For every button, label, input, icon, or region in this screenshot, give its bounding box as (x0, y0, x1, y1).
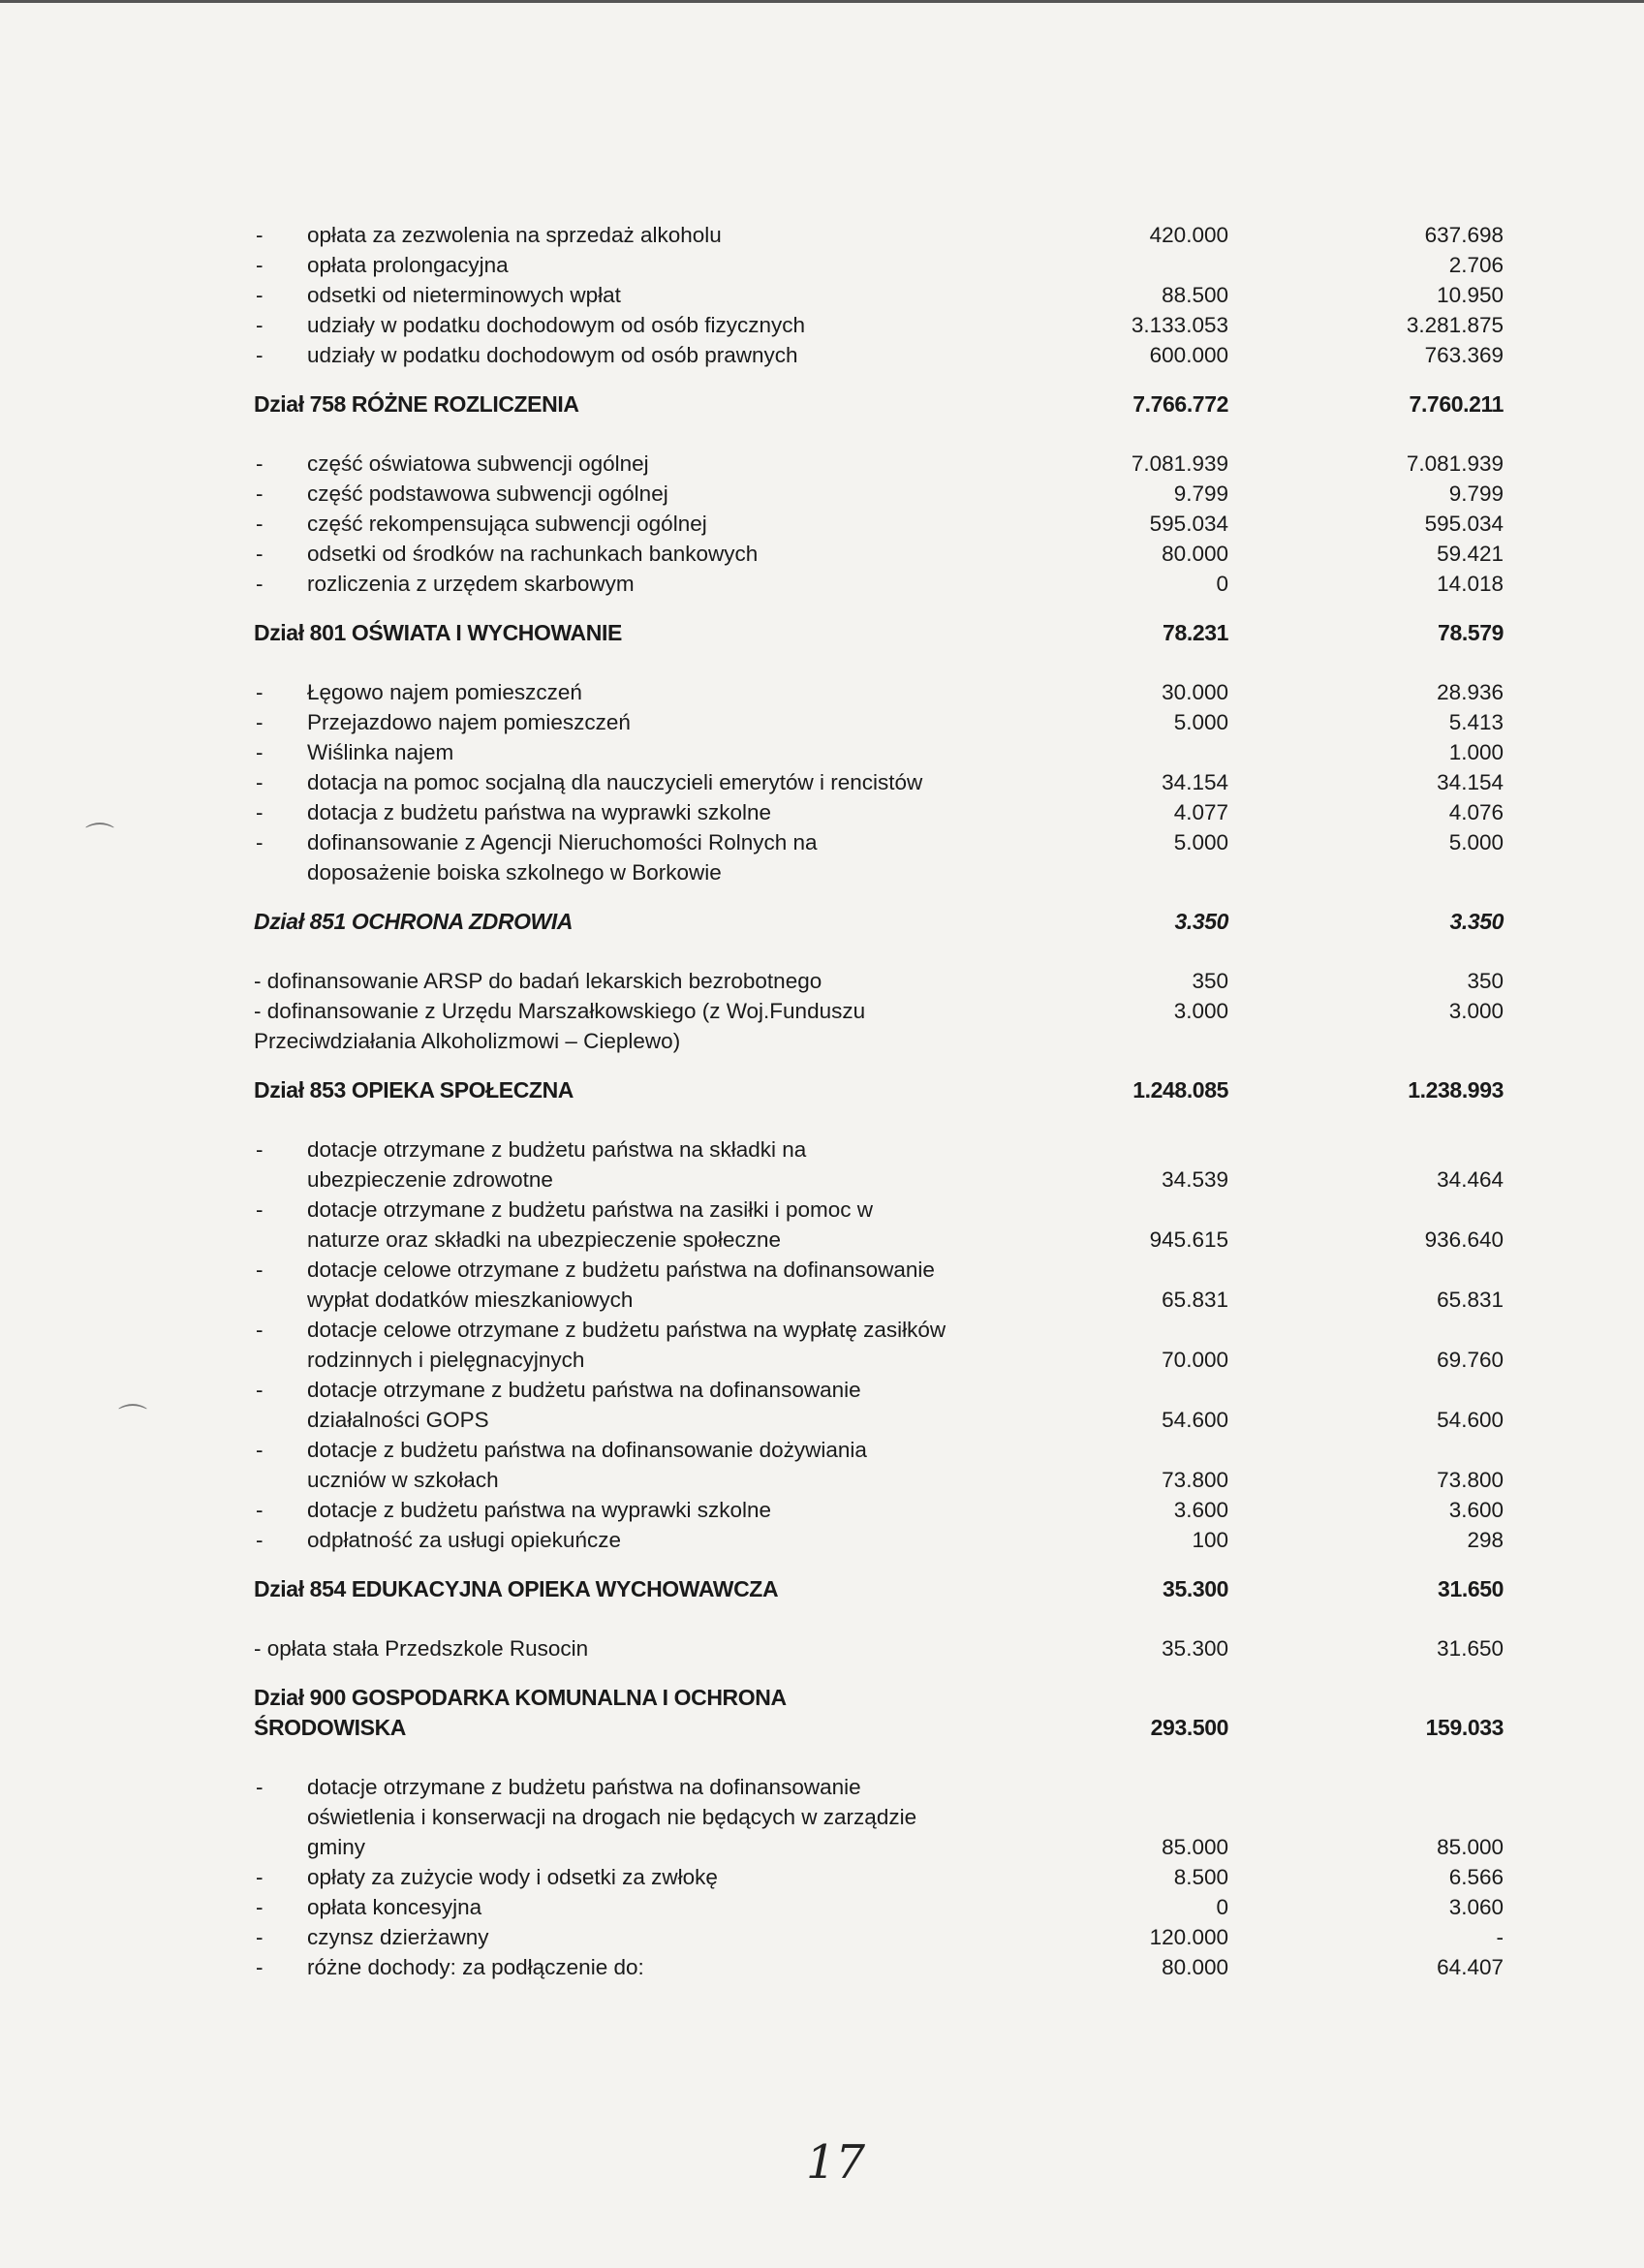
bullet-dash: - (256, 223, 264, 247)
line-item (254, 220, 1513, 250)
item-text: dotacje otrzymane z budżetu państwa na składki na (307, 1137, 807, 1162)
bullet-dash: - (256, 482, 264, 506)
bullet-dash: - (256, 451, 264, 476)
item-text: dotacje z budżetu państwa na dofinansowanie dożywiania (307, 1438, 867, 1462)
plan-value: 7.081.939 (1131, 451, 1228, 476)
line-item (254, 677, 1513, 707)
line-item (254, 1285, 1513, 1315)
item-text: naturze oraz składki na ubezpieczenie społeczne (307, 1227, 782, 1252)
section-title: Dział 851 OCHRONA ZDROWIA (254, 909, 574, 934)
plan-value: 70.000 (1162, 1348, 1228, 1372)
bullet-dash: - (256, 1528, 264, 1552)
actual-value: 10.950 (1437, 283, 1504, 307)
item-text: udziały w podatku dochodowym od osób fizycznych (307, 313, 806, 337)
bullet-dash: - (256, 1318, 264, 1342)
plan-value: 350 (1192, 969, 1228, 993)
item-text: uczniów w szkołach (307, 1468, 499, 1492)
plan-value: 100 (1192, 1528, 1228, 1552)
actual-value: 73.800 (1437, 1468, 1504, 1492)
actual-value: 5.000 (1448, 830, 1504, 854)
actual-value: 637.698 (1424, 223, 1504, 247)
plan-value: 420.000 (1149, 223, 1228, 247)
item-text: wypłat dodatków mieszkaniowych (307, 1288, 634, 1312)
item-text: dofinansowanie z Agencji Nieruchomości Rolnych na (307, 830, 818, 854)
line-item (254, 1465, 1513, 1495)
item-text: działalności GOPS (307, 1408, 489, 1432)
section-actual-value: 78.579 (1438, 620, 1504, 645)
plan-value: 5.000 (1173, 830, 1228, 854)
spacer (254, 1663, 1513, 1683)
line-item (254, 1195, 1513, 1225)
bullet-dash: - (256, 542, 264, 566)
item-text: dotacje otrzymane z budżetu państwa na dofinansowanie (307, 1378, 861, 1402)
section-actual-value: 159.033 (1425, 1715, 1504, 1740)
actual-value: 6.566 (1448, 1865, 1504, 1889)
section-plan-value: 1.248.085 (1132, 1077, 1228, 1103)
section-heading (254, 1683, 1513, 1713)
line-item (254, 797, 1513, 827)
item-text: doposażenie boiska szkolnego w Borkowie (307, 860, 722, 885)
line-item (254, 1633, 1513, 1663)
actual-value: 65.831 (1437, 1288, 1504, 1312)
actual-value: 34.464 (1437, 1167, 1504, 1192)
bullet-dash: - (256, 1378, 264, 1402)
spacer (254, 1056, 1513, 1075)
plan-value: 73.800 (1162, 1468, 1228, 1492)
item-text: dotacja na pomoc socjalną dla nauczycieli emerytów i rencistów (307, 770, 923, 794)
line-item (254, 509, 1513, 539)
line-item (254, 449, 1513, 479)
actual-value: 9.799 (1448, 482, 1504, 506)
item-text: Wiślinka najem (307, 740, 454, 764)
line-item (254, 1134, 1513, 1165)
line-item (254, 1255, 1513, 1285)
item-text: dotacje otrzymane z budżetu państwa na zasiłki i pomoc w (307, 1197, 874, 1222)
item-text: Przejazdowo najem pomieszczeń (307, 710, 631, 734)
plan-value: 34.154 (1162, 770, 1228, 794)
actual-value: 936.640 (1424, 1227, 1504, 1252)
item-text: odsetki od środków na rachunkach bankowych (307, 542, 759, 566)
actual-value: 14.018 (1437, 572, 1504, 596)
plan-value: 3.133.053 (1131, 313, 1228, 337)
bullet-dash: - (256, 343, 264, 367)
spacer (254, 370, 1513, 389)
line-item (254, 539, 1513, 569)
line-item (254, 1026, 1513, 1056)
actual-value: 763.369 (1424, 343, 1504, 367)
item-text: dotacje celowe otrzymane z budżetu państwa na wypłatę zasiłków (307, 1318, 946, 1342)
line-item (254, 1375, 1513, 1405)
bullet-dash: - (256, 283, 264, 307)
item-text: dotacja z budżetu państwa na wyprawki szkolne (307, 800, 772, 824)
plan-value: 0 (1216, 1895, 1228, 1919)
actual-value: 85.000 (1437, 1835, 1504, 1859)
bullet-dash: - (256, 1498, 264, 1522)
line-item (254, 1892, 1513, 1922)
item-text: opłaty za zużycie wody i odsetki za zwłokę (307, 1865, 718, 1889)
actual-value: 4.076 (1448, 800, 1504, 824)
bullet-dash: - (256, 680, 264, 704)
bullet-dash: - (256, 1137, 264, 1162)
section-plan-value: 35.300 (1163, 1576, 1228, 1601)
line-item (254, 996, 1513, 1026)
bullet-dash: - (256, 740, 264, 764)
plan-value: 4.077 (1173, 800, 1228, 824)
bullet-dash: - (256, 1775, 264, 1799)
spacer (254, 419, 1513, 449)
item-text: część rekompensująca subwencji ogólnej (307, 512, 707, 536)
section-title: Dział 854 EDUKACYJNA OPIEKA WYCHOWAWCZA (254, 1576, 779, 1601)
actual-value: 3.000 (1448, 999, 1504, 1023)
line-item (254, 1165, 1513, 1195)
line-item (254, 250, 1513, 280)
line-item (254, 707, 1513, 737)
actual-value: 31.650 (1437, 1636, 1504, 1661)
spacer (254, 937, 1513, 966)
actual-value: 3.600 (1448, 1498, 1504, 1522)
bullet-dash: - (256, 800, 264, 824)
bullet-dash: - (256, 1197, 264, 1222)
line-item (254, 827, 1513, 857)
item-text: Przeciwdziałania Alkoholizmowi – Cieplewo) (254, 1029, 681, 1053)
item-text: Łęgowo najem pomieszczeń (307, 680, 582, 704)
plan-value: 3.000 (1173, 999, 1228, 1023)
item-text: dotacje z budżetu państwa na wyprawki szkolne (307, 1498, 772, 1522)
plan-value: 34.539 (1162, 1167, 1228, 1192)
spacer (254, 599, 1513, 618)
plan-value: 8.500 (1173, 1865, 1228, 1889)
actual-value: 2.706 (1448, 253, 1504, 277)
bullet-dash: - (256, 1258, 264, 1282)
bullet-dash: - (256, 770, 264, 794)
line-item (254, 767, 1513, 797)
actual-value: 34.154 (1437, 770, 1504, 794)
pen-mark: ⌒ (85, 823, 114, 854)
actual-value: - (1496, 1925, 1504, 1949)
item-text: dotacje otrzymane z budżetu państwa na dofinansowanie (307, 1775, 861, 1799)
line-item (254, 1922, 1513, 1952)
section-heading (254, 1075, 1513, 1105)
item-text: - dofinansowanie ARSP do badań lekarskich bezrobotnego (254, 969, 822, 993)
bullet-dash: - (256, 1865, 264, 1889)
bullet-dash: - (256, 1925, 264, 1949)
item-text: - dofinansowanie z Urzędu Marszałkowskiego (z Woj.Funduszu (254, 999, 866, 1023)
plan-value: 35.300 (1162, 1636, 1228, 1661)
actual-value: 64.407 (1437, 1955, 1504, 1979)
line-item (254, 1772, 1513, 1802)
item-text: dotacje celowe otrzymane z budżetu państwa na dofinansowanie (307, 1258, 935, 1282)
item-text: opłata prolongacyjna (307, 253, 509, 277)
line-item (254, 1832, 1513, 1862)
plan-value: 88.500 (1162, 283, 1228, 307)
bullet-dash: - (256, 1895, 264, 1919)
item-text: rozliczenia z urzędem skarbowym (307, 572, 635, 596)
section-title: Dział 758 RÓŻNE ROZLICZENIA (254, 391, 579, 417)
section-heading (254, 618, 1513, 648)
bullet-dash: - (256, 572, 264, 596)
item-text: rodzinnych i pielęgnacyjnych (307, 1348, 585, 1372)
item-text: - opłata stała Przedszkole Rusocin (254, 1636, 589, 1661)
line-item (254, 737, 1513, 767)
item-text: gminy (307, 1835, 366, 1859)
bullet-dash: - (256, 313, 264, 337)
item-text: ubezpieczenie zdrowotne (307, 1167, 553, 1192)
plan-value: 65.831 (1162, 1288, 1228, 1312)
plan-value: 945.615 (1149, 1227, 1228, 1252)
item-text: odpłatność za usługi opiekuńcze (307, 1528, 621, 1552)
item-text: opłata koncesyjna (307, 1895, 482, 1919)
bullet-dash: - (256, 1955, 264, 1979)
section-plan-value: 3.350 (1174, 909, 1228, 934)
section-actual-value: 7.760.211 (1409, 391, 1504, 417)
pen-mark: ⌒ (118, 1404, 147, 1436)
actual-value: 5.413 (1448, 710, 1504, 734)
plan-value: 54.600 (1162, 1408, 1228, 1432)
plan-value: 120.000 (1149, 1925, 1228, 1949)
bullet-dash: - (256, 512, 264, 536)
line-item (254, 1225, 1513, 1255)
section-title: Dział 853 OPIEKA SPOŁECZNA (254, 1077, 574, 1103)
spacer (254, 1105, 1513, 1134)
item-text: czynsz dzierżawny (307, 1925, 489, 1949)
plan-value: 595.034 (1149, 512, 1228, 536)
item-text: część oświatowa subwencji ogólnej (307, 451, 649, 476)
actual-value: 28.936 (1437, 680, 1504, 704)
line-item (254, 966, 1513, 996)
actual-value: 595.034 (1424, 512, 1504, 536)
plan-value: 5.000 (1173, 710, 1228, 734)
item-text: część podstawowa subwencji ogólnej (307, 482, 668, 506)
item-text: udziały w podatku dochodowym od osób prawnych (307, 343, 798, 367)
item-text: różne dochody: za podłączenie do: (307, 1955, 644, 1979)
actual-value: 69.760 (1437, 1348, 1504, 1372)
spacer (254, 1555, 1513, 1574)
section-heading (254, 389, 1513, 419)
section-title-line2: ŚRODOWISKA (254, 1715, 407, 1740)
section-plan-value: 7.766.772 (1132, 391, 1228, 417)
section-plan-value: 293.500 (1150, 1715, 1228, 1740)
plan-value: 0 (1216, 572, 1228, 596)
actual-value: 59.421 (1437, 542, 1504, 566)
line-item (254, 310, 1513, 340)
page-number: 17 (806, 2135, 866, 2190)
section-actual-value: 31.650 (1438, 1576, 1504, 1601)
item-text: oświetlenia i konserwacji na drogach nie będących w zarządzie (307, 1805, 917, 1829)
line-item (254, 857, 1513, 887)
actual-value: 298 (1467, 1528, 1504, 1552)
plan-value: 600.000 (1149, 343, 1228, 367)
scan-top-edge (0, 0, 1644, 3)
plan-value: 85.000 (1162, 1835, 1228, 1859)
bullet-dash: - (256, 830, 264, 854)
actual-value: 7.081.939 (1406, 451, 1504, 476)
bullet-dash: - (256, 1438, 264, 1462)
line-item (254, 1802, 1513, 1832)
spacer (254, 1743, 1513, 1772)
line-item (254, 1405, 1513, 1435)
item-text: odsetki od nieterminowych wpłat (307, 283, 621, 307)
plan-value: 80.000 (1162, 1955, 1228, 1979)
section-actual-value: 3.350 (1449, 909, 1504, 934)
line-item (254, 340, 1513, 370)
spacer (254, 1604, 1513, 1633)
plan-value: 9.799 (1173, 482, 1228, 506)
section-heading (254, 907, 1513, 937)
bullet-dash: - (256, 710, 264, 734)
plan-value: 80.000 (1162, 542, 1228, 566)
section-heading-line2 (254, 1713, 1513, 1743)
line-item (254, 1952, 1513, 1982)
line-item (254, 1345, 1513, 1375)
line-item (254, 1435, 1513, 1465)
plan-value: 30.000 (1162, 680, 1228, 704)
section-plan-value: 78.231 (1163, 620, 1228, 645)
spacer (254, 887, 1513, 907)
actual-value: 1.000 (1448, 740, 1504, 764)
actual-value: 54.600 (1437, 1408, 1504, 1432)
line-item (254, 280, 1513, 310)
item-text: opłata za zezwolenia na sprzedaż alkoholu (307, 223, 722, 247)
line-item (254, 1315, 1513, 1345)
section-title: Dział 801 OŚWIATA I WYCHOWANIE (254, 620, 622, 645)
actual-value: 350 (1467, 969, 1504, 993)
line-item (254, 1495, 1513, 1525)
line-item (254, 569, 1513, 599)
line-item (254, 479, 1513, 509)
actual-value: 3.281.875 (1406, 313, 1504, 337)
budget-document (254, 220, 1513, 1982)
section-heading (254, 1574, 1513, 1604)
actual-value: 3.060 (1448, 1895, 1504, 1919)
section-title: Dział 900 GOSPODARKA KOMUNALNA I OCHRONA (254, 1685, 787, 1710)
section-actual-value: 1.238.993 (1408, 1077, 1504, 1103)
line-item (254, 1862, 1513, 1892)
bullet-dash: - (256, 253, 264, 277)
plan-value: 3.600 (1173, 1498, 1228, 1522)
line-item (254, 1525, 1513, 1555)
spacer (254, 648, 1513, 677)
